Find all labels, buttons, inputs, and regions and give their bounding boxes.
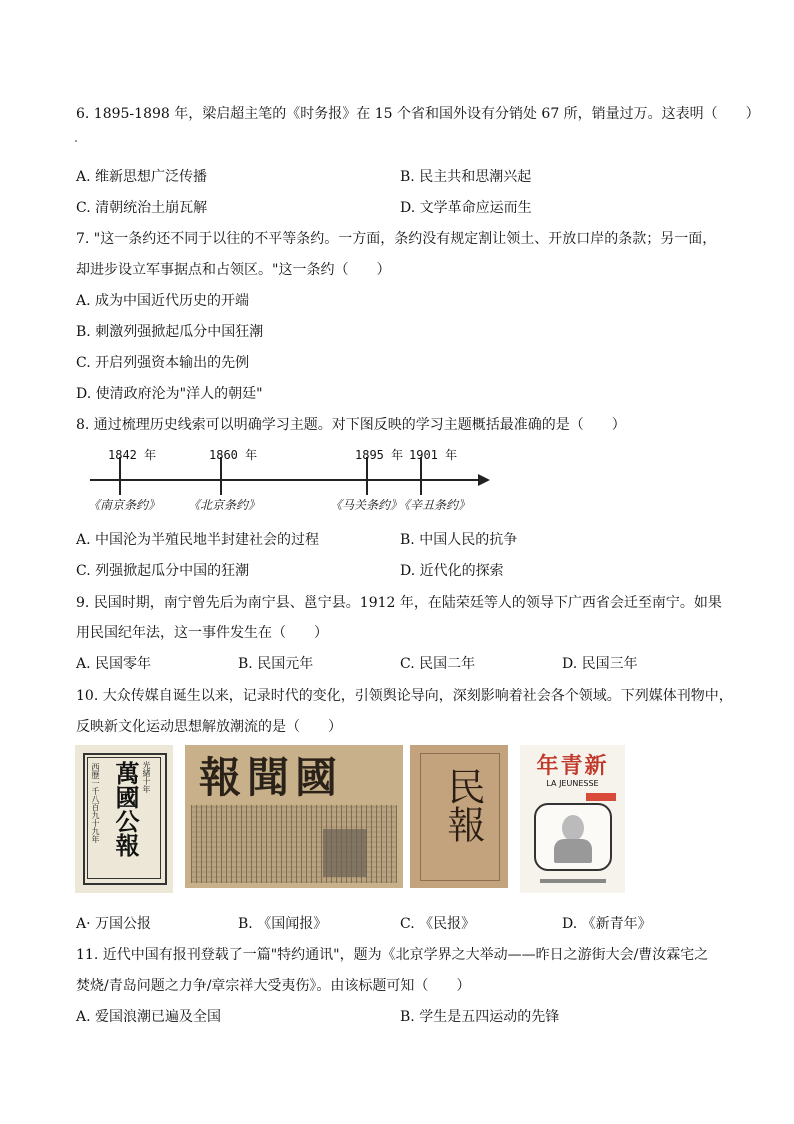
timeline-year: 1842 年 — [108, 448, 157, 462]
stray-dot — [75, 140, 77, 142]
timeline-arrow-icon — [478, 474, 490, 486]
q10-option-b[interactable]: B. 《国闻报》 — [238, 916, 328, 932]
q7-stem-line2: 却进步设立军事据点和占领区。"这一条约（ ） — [76, 262, 391, 278]
img1-side-text-left: 西歷一千八百九十九年 — [91, 763, 100, 843]
q6-stem: 6. 1895-1898 年，梁启超主笔的《时务报》在 15 个省和国外设有分销处 67 所，销量过万。这表明（ ） — [76, 106, 760, 122]
img4-portrait-frame — [534, 803, 612, 871]
q7-option-d[interactable]: D. 使清政府沦为"洋人的朝廷" — [76, 386, 263, 402]
q8-option-a[interactable]: A. 中国沦为半殖民地半封建社会的过程 — [76, 532, 320, 548]
q6-option-c[interactable]: C. 清朝统治土崩瓦解 — [76, 200, 208, 216]
min-bao-image — [410, 745, 508, 888]
guowen-bao-image — [185, 745, 403, 888]
timeline-treaty: 《南京条约》 — [88, 498, 161, 512]
q6-option-b[interactable]: B. 民主共和思潮兴起 — [400, 169, 532, 185]
q6-option-d[interactable]: D. 文学革命应运而生 — [400, 200, 532, 216]
img2-title: 報聞國 — [199, 753, 344, 802]
q10-option-c[interactable]: C. 《民报》 — [400, 916, 476, 932]
img2-dark-block — [323, 829, 367, 877]
q10-stem-line1: 10. 大众传媒自诞生以来，记录时代的变化，引领舆论导向，深刻影响着社会各个领域。下列媒体刊物中， — [76, 688, 733, 704]
q9-option-b[interactable]: B. 民国元年 — [238, 656, 314, 672]
q7-option-c[interactable]: C. 开启列强资本输出的先例 — [76, 355, 250, 371]
img4-subtitle: LA JEUNESSE — [546, 779, 599, 788]
q8-stem: 8. 通过梳理历史线索可以明确学习主题。对下图反映的学习主题概括最准确的是（ ） — [76, 417, 626, 433]
img4-title: 年青新 — [536, 753, 609, 779]
timeline-year: 1901 年 — [409, 448, 458, 462]
img4-footer-line — [540, 879, 606, 883]
q8-option-b[interactable]: B. 中国人民的抗争 — [400, 532, 518, 548]
q10-stem-line2: 反映新文化运动思想解放潮流的是（ ） — [76, 719, 342, 735]
q8-option-c[interactable]: C. 列强掀起瓜分中国的狂潮 — [76, 563, 250, 579]
q11-stem-line2: 焚烧/青岛问题之力争/章宗祥大受夷伤》。由该标题可知（ ） — [76, 978, 471, 994]
q8-option-d[interactable]: D. 近代化的探索 — [400, 563, 504, 579]
q7-option-a[interactable]: A. 成为中国近代历史的开端 — [76, 293, 250, 309]
q10-option-d[interactable]: D. 《新青年》 — [562, 916, 652, 932]
q11-option-b[interactable]: B. 学生是五四运动的先锋 — [400, 1009, 560, 1025]
img1-side-text: 光緒十年 — [142, 761, 151, 793]
q10-option-a[interactable]: A· 万国公报 — [76, 916, 152, 932]
q9-stem-line1: 9. 民国时期，南宁曾先后为南宁县、邕宁县。1912 年，在陆荣廷等人的领导下广西省会迁至南宁。如果 — [76, 595, 722, 611]
wanguo-gongbao-image — [75, 745, 173, 893]
q11-stem-line1: 11. 近代中国有报刊登载了一篇"特约通讯"，题为《北京学界之大举动——昨日之游街大会/曹汝霖宅之 — [76, 947, 709, 963]
img3-title: 民報 — [441, 767, 485, 843]
q7-option-b[interactable]: B. 刺激列强掀起瓜分中国狂潮 — [76, 324, 264, 340]
q7-stem-line1: 7. "这一条约还不同于以往的不平等条约。一方面，条约没有规定割让领土、开放口岸的条款；另一面， — [76, 231, 717, 247]
timeline-treaty: 《辛丑条约》 — [398, 498, 471, 512]
q9-stem-line2: 用民国纪年法，这一事件发生在（ ） — [76, 625, 328, 641]
timeline-year: 1895 年 — [355, 448, 404, 462]
timeline-axis — [90, 479, 480, 481]
img1-title: 萬國公報 — [111, 761, 140, 857]
q11-option-a[interactable]: A. 爱国浪潮已遍及全国 — [76, 1009, 222, 1025]
xin-qingnian-image — [520, 745, 625, 893]
timeline-treaty: 《马关条约》 — [330, 498, 403, 512]
q9-option-d[interactable]: D. 民国三年 — [562, 656, 638, 672]
q9-option-a[interactable]: A. 民国零年 — [76, 656, 152, 672]
timeline-year: 1860 年 — [209, 448, 258, 462]
q9-option-c[interactable]: C. 民国二年 — [400, 656, 476, 672]
timeline-treaty: 《北京条约》 — [188, 498, 261, 512]
img4-red-label — [586, 793, 616, 801]
q6-option-a[interactable]: A. 维新思想广泛传播 — [76, 169, 208, 185]
